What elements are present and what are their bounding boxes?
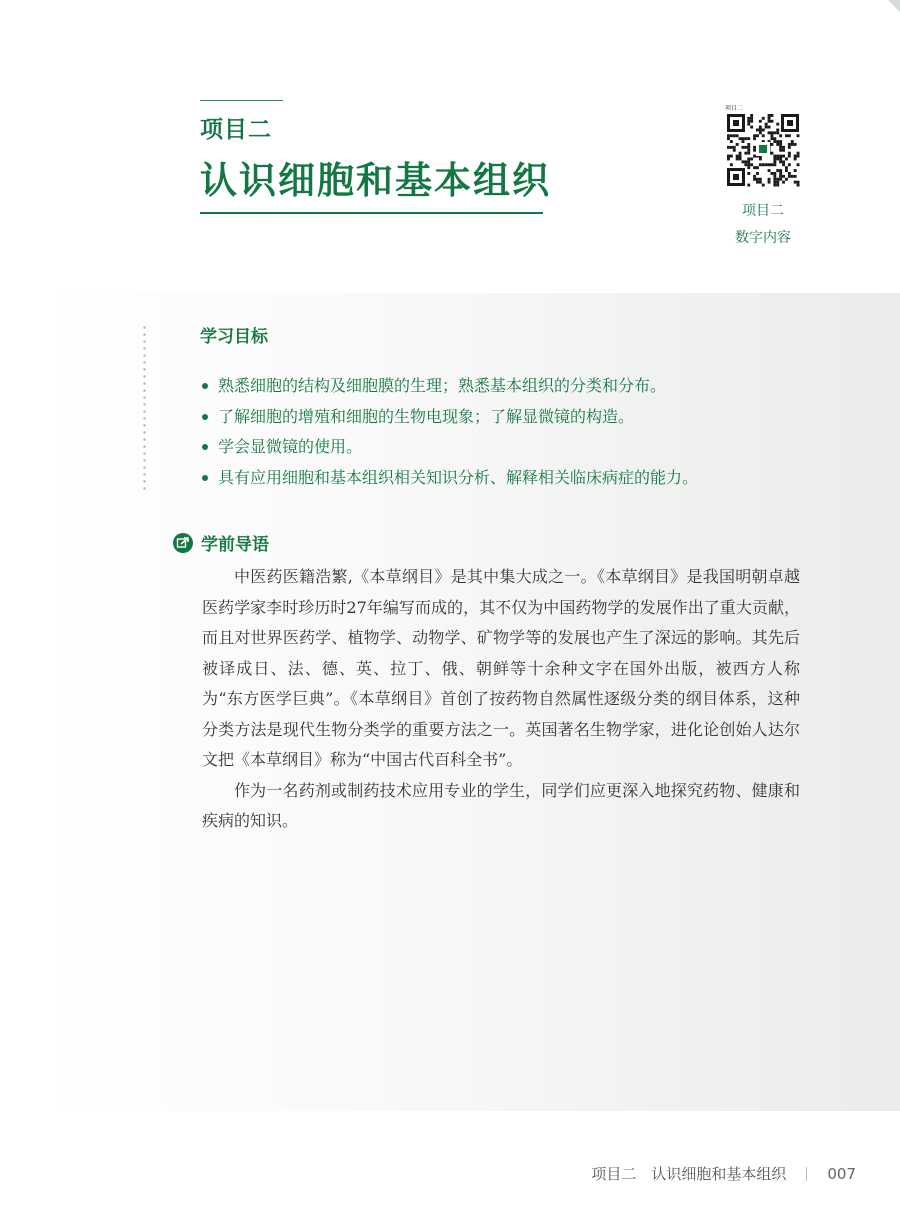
objectives-list	[202, 371, 698, 493]
title-underline	[200, 212, 543, 214]
chapter-header	[200, 100, 551, 214]
page-number: 007	[827, 1164, 856, 1183]
preface-heading: 学前导语	[201, 535, 269, 555]
chapter-title: 认识细胞和基本组织	[200, 158, 551, 202]
dotted-divider	[143, 324, 146, 490]
page-corner-mark	[888, 0, 900, 12]
objective-item: 具有应用细胞和基本组织相关知识分析、解释相关临床病症的能力。	[202, 463, 698, 494]
running-title: 项目二 认识细胞和基本组织	[591, 1165, 787, 1183]
page-footer	[591, 1163, 856, 1184]
qr-caption-line1: 项目二	[742, 203, 784, 219]
preface-header	[173, 530, 269, 555]
qr-code[interactable]	[723, 104, 803, 188]
project-label: 项目二	[200, 116, 272, 143]
qr-caption	[700, 198, 826, 252]
objective-item: 了解细胞的增殖和细胞的生物电现象；了解显微镜的构造。	[202, 402, 698, 433]
objective-item: 学会显微镜的使用。	[202, 432, 698, 463]
qr-caption-line2: 数字内容	[735, 230, 791, 246]
qr-tiny-label: 项目二	[725, 105, 744, 112]
qr-code-icon	[723, 104, 803, 188]
objective-item: 熟悉细胞的结构及细胞膜的生理；熟悉基本组织的分类和分布。	[202, 371, 698, 402]
footer-divider	[806, 1167, 807, 1181]
header-top-rule	[200, 100, 283, 101]
preface-paragraph: 作为一名药剂或制药技术应用专业的学生，同学们应更深入地探究药物、健康和疾病的知识。	[202, 780, 800, 830]
preface-paragraph: 中医药医籍浩繁,《本草纲目》是其中集大成之一。《本草纲目》是我国明朝卓越医药学家李时珍历时27年编写而成的，其不仅为中国药物学的发展作出了重大贡献，而且对世界医药学、植物学、动物学、矿物学等的发展也产生了深远的影响。其先后被译成日、法、德、英、拉丁、俄、朝鲜等十余种文字在国外出版，被西方人称为“东方医学巨典”。《本草纲目》首创了按药物自然属性逐级分类的纲目体系，这种分类方法是现代生物分类学的重要方法之一。英国著名生物学家，进化论创始人达尔文把《本草纲目》称为“中国古代百科全书”。	[202, 567, 800, 769]
preface-body	[202, 562, 800, 837]
arrow-badge-icon	[173, 533, 193, 553]
objectives-heading: 学习目标	[200, 327, 268, 347]
